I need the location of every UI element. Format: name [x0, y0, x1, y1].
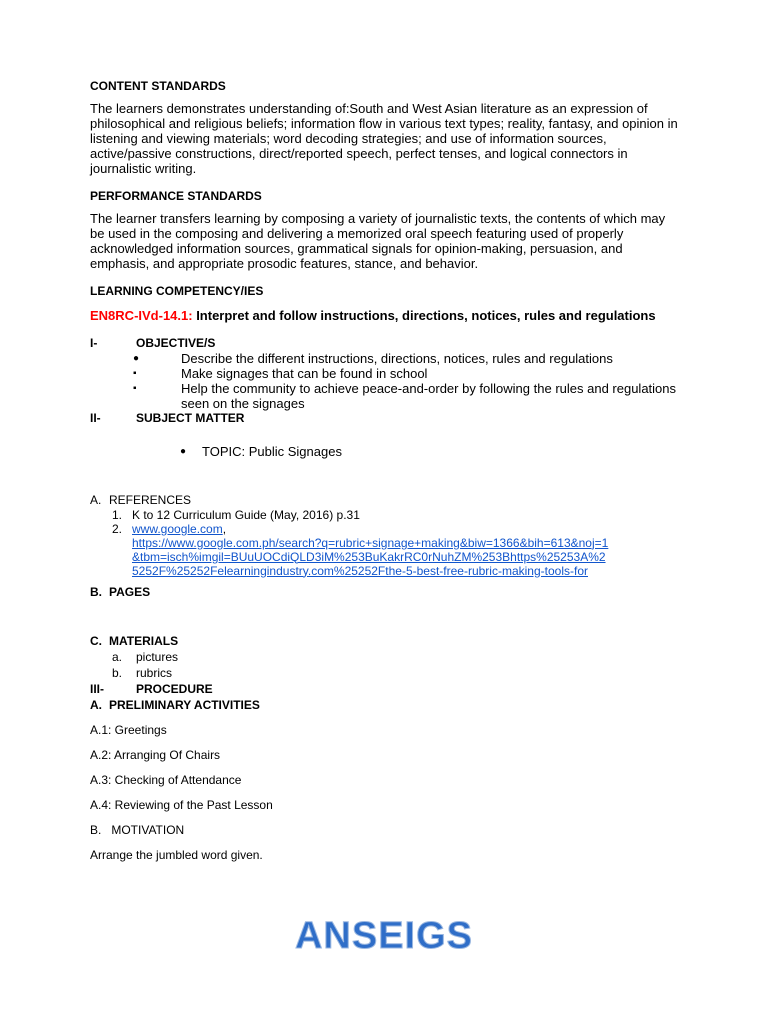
competency-text: Interpret and follow instructions, directions, notices, rules and regulations: [192, 308, 656, 323]
objectives-list: [90, 351, 680, 411]
performance-standards-heading: PERFORMANCE STANDARDS: [90, 189, 262, 203]
activity-review: A.4: Reviewing of the Past Lesson: [90, 797, 273, 812]
subject-matter-number: II-: [90, 410, 101, 425]
list-item: a. pictures: [112, 649, 179, 664]
bullet-icon: ▪: [133, 382, 137, 394]
list-item: 1. K to 12 Curriculum Guide (May, 2016) p.31: [112, 507, 360, 522]
subject-matter-title: SUBJECT MATTER: [136, 410, 245, 425]
activity-arranging-chairs: A.2: Arranging Of Chairs: [90, 747, 221, 762]
objectives-heading: [90, 336, 680, 351]
procedure-heading: III- PROCEDURE: [90, 681, 213, 696]
preliminary-heading: A. PRELIMINARY ACTIVITIES: [90, 697, 260, 712]
list-item: b. rubrics: [112, 665, 173, 680]
competency-code: EN8RC-IVd-14.1:: [90, 308, 193, 323]
subject-matter-heading: [90, 411, 680, 426]
activity-attendance: A.3: Checking of Attendance: [90, 772, 242, 787]
activity-greetings: A.1: Greetings: [90, 722, 167, 737]
performance-standards-text: The learner transfers learning by composing a variety of journalistic texts, the contents of which may be used in the composing and delivering a memorized oral speech featuring used of properly acknowledged information sources, grammatical signals for opinion-making, persuasion, and emphasis, and appropriate prosodic features, stance, and behavior.: [90, 211, 666, 271]
pages-heading: B. PAGES: [90, 584, 151, 599]
google-link[interactable]: www.google.com: [132, 521, 223, 536]
references-list: [90, 508, 680, 578]
content-standards-text: The learners demonstrates understanding of:South and West Asian literature as an expression of philosophical and religious beliefs; information flow in various text types; reality, fantasy, and opinion in listening and viewing materials; word decoding strategies; and use of information sources, active/passive constructions, direct/reported speech, perfect tenses, and logical connectors in journalistic writing.: [90, 101, 678, 176]
rubric-search-link[interactable]: https://www.google.com.ph/search?q=rubric+signage+making&biw=1366&bih=613&noj=1&tbm=isch%imgil=BUuUOCdiQLD3iM%253BuKakrRC0rNuhZM%253Bhttps%25253A%25252F%25252Felearningindustry.com%25252Fthe-5-best-free-rubric-making-tools-for: [132, 535, 609, 578]
jumbled-word: ANSEIGS: [294, 915, 474, 957]
topic-item: ● TOPIC: Public Signages: [180, 443, 342, 459]
motivation-heading: B. MOTIVATION: [90, 822, 185, 837]
bullet-icon: ●: [133, 352, 140, 364]
materials-heading: C. MATERIALS: [90, 633, 179, 648]
list-item: 2. www.google.com, https://www.google.com.ph/search?q=rubric+signage+making&biw=1366&bih=613&noj=1&tbm=isch%imgil=BUuUOCdiQLD3iM%253BuKakrRC0rNuhZM%253Bhttps%25253A%25252F%25252Felearningindustry.com%25252Fthe-5-best-free-rubric-making-tools-for: [112, 521, 609, 578]
bullet-icon: ▪: [133, 367, 137, 379]
document-page: [90, 78, 680, 863]
objectives-number: I-: [90, 335, 98, 350]
list-item: ▪ Help the community to achieve peace-and-order by following the rules and regulations seen on the signages: [133, 380, 677, 411]
objectives-title: OBJECTIVE/S: [136, 335, 216, 350]
learning-competency-heading: LEARNING COMPETENCY/IES: [90, 284, 264, 298]
references-heading: A. REFERENCES: [90, 492, 192, 507]
learning-competency: [90, 309, 680, 324]
list-item: ▪ Make signages that can be found in school: [133, 365, 428, 381]
bullet-icon: ●: [180, 445, 187, 457]
content-standards-heading: CONTENT STANDARDS: [90, 79, 226, 93]
motivation-instruction: Arrange the jumbled word given.: [90, 847, 263, 862]
list-item: ● Describe the different instructions, directions, notices, rules and regulations: [133, 350, 613, 366]
